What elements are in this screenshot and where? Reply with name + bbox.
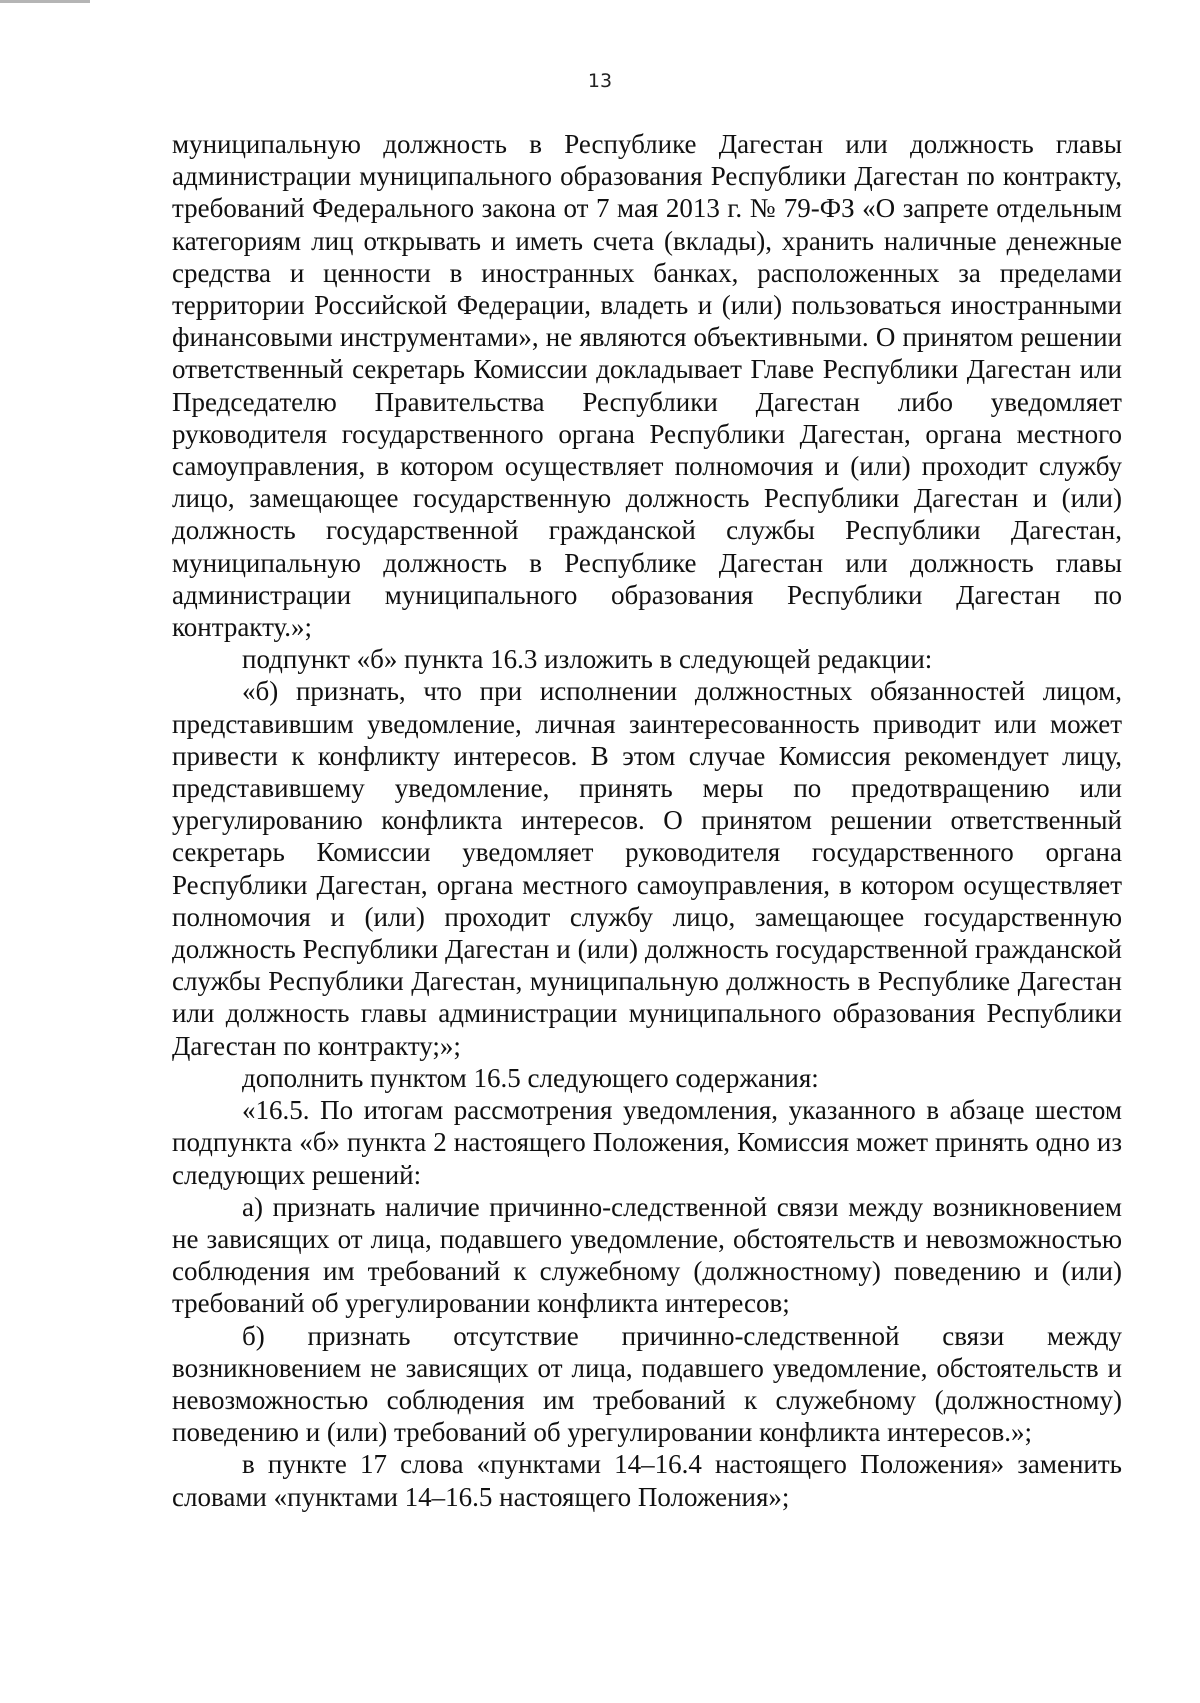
paragraph-continuation: муниципальную должность в Республике Дагестан или должность главы администрации муниципального образования Республики Дагестан по контракту, требований Федерального закона от 7 мая 2013 г. № 79-ФЗ «О запрете отдельным категориям лиц открывать и иметь счета (вклады), хранить наличные денежные средства и ценности в иностранных банках, расположенных за пределами территории Российской Федерации, владеть и (или) пользоваться иностранными финансовыми инструментами», не являются объективными. О принятом решении ответственный секретарь Комиссии докладывает Главе Республики Дагестан или Председателю Правительства Республики Дагестан либо уведомляет руководителя государственного органа Республики Дагестан, органа местного самоуправления, в котором осуществляет полномочия и (или) проходит службу лицо, замещающее государственную должность Республики Дагестан и (или) должность государственной гражданской службы Республики Дагестан, муниципальную должность в Республике Дагестан или должность главы администрации муниципального образования Республики Дагестан по контракту.»; [172,129,1122,643]
paragraph-subpoint-b-text: «б) признать, что при исполнении должностных обязанностей лицом, представившим уведомление, личная заинтересованность приводит или может привести к конфликту интересов. В этом случае Комиссия рекомендует лицу, представившему уведомление, принять меры по предотвращению или урегулированию конфликта интересов. О принятом решении ответственный секретарь Комиссии уведомляет руководителя государственного органа Республики Дагестан, органа местного самоуправления, в котором осуществляет полномочия и (или) проходит службу лицо, замещающее государственную должность Республики Дагестан и (или) должность государственной гражданской службы Республики Дагестан, муниципальную должность в Республике Дагестан или должность главы администрации муниципального образования Республики Дагестан по контракту;»; [172,676,1122,1061]
scan-corner-mark [0,0,90,3]
paragraph-point-16-5-text: «16.5. По итогам рассмотрения уведомления, указанного в абзаце шестом подпункта «б» пункта 2 настоящего Положения, Комиссия может принять одно из следующих решений: [172,1095,1122,1190]
paragraph-subpoint-b-instruction: подпункт «б» пункта 16.3 изложить в следующей редакции: [242,644,933,675]
document-body [172,128,1122,1513]
paragraph-decision-b: б) признать отсутствие причинно-следственной связи между возникновением не зависящих от лица, подавшего уведомление, обстоятельств и невозможностью соблюдения им требований к служебному (должностному) поведению и (или) требований об урегулировании конфликта интересов.»; [172,1320,1122,1448]
page-number: 13 [587,70,613,92]
paragraph-point-16-5-instruction: дополнить пунктом 16.5 следующего содержания: [242,1062,819,1093]
paragraph-decision-a: а) признать наличие причинно-следственной связи между возникновением не зависящих от лица, подавшего уведомление, обстоятельств и невозможностью соблюдения им требований к служебному (должностному) поведению и (или) требований об урегулировании конфликта интересов; [172,1191,1122,1319]
paragraph-point-17-amendment: в пункте 17 слова «пунктами 14–16.4 настоящего Положения» заменить словами «пунктами 14–16.5 настоящего Положения»; [172,1449,1122,1512]
